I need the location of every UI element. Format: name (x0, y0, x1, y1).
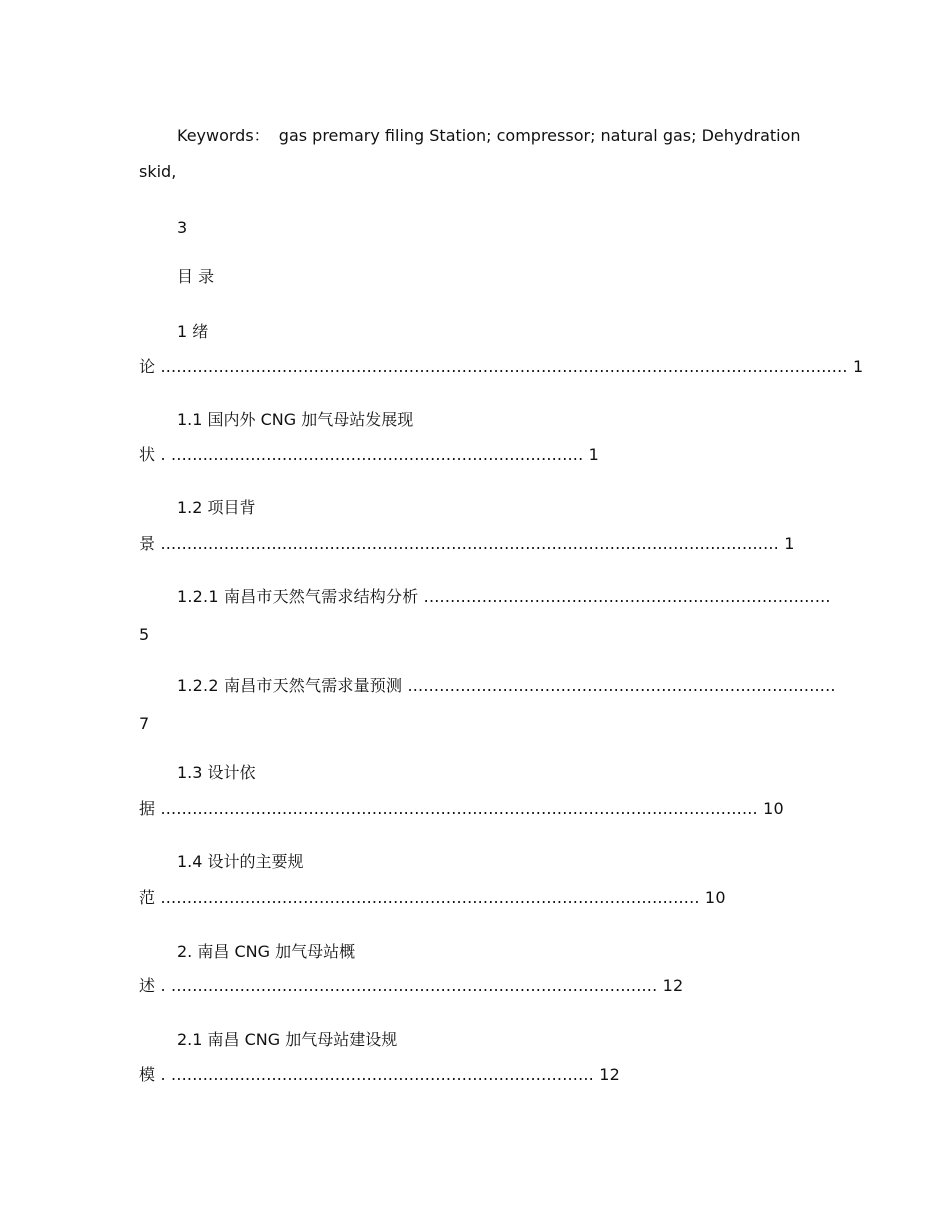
toc-entry-3-leader: 景 ..................................................................................................................... 1 (139, 534, 795, 553)
toc-entry-8-leader: 述 . ............................................................................................ 12 (139, 976, 684, 995)
toc-entry-8-title: 2. 南昌 CNG 加气母站概 (177, 942, 356, 961)
toc-entry-1-title: 1 绪 (177, 322, 209, 341)
page-number: 3 (177, 218, 188, 237)
toc-entry-3-title: 1.2 项目背 (177, 498, 256, 517)
keywords-text: gas premary filing Station; compressor; natural gas; Dehydration (278, 126, 801, 145)
toc-entry-5-title: 1.2.2 南昌市天然气需求量预测 ................................................................................. (177, 676, 836, 695)
toc-entry-7-title: 1.4 设计的主要规 (177, 852, 304, 871)
toc-entry-2-leader: 状 . .............................................................................. 1 (139, 445, 600, 464)
keywords-label: Keywords： (177, 126, 270, 145)
toc-entry-5-page: 7 (139, 714, 150, 733)
toc-entry-4-title: 1.2.1 南昌市天然气需求结构分析 ............................................................................. (177, 587, 831, 606)
toc-title: 目 录 (177, 267, 215, 286)
keywords-line-1 (177, 126, 801, 146)
toc-entry-7-leader: 范 ...................................................................................................... 10 (139, 888, 726, 907)
toc-entry-6-leader: 据 ................................................................................................................. 10 (139, 799, 784, 818)
toc-entry-9-leader: 模 . ................................................................................ 12 (139, 1065, 620, 1084)
toc-entry-9-title: 2.1 南昌 CNG 加气母站建设规 (177, 1030, 398, 1049)
toc-entry-4-page: 5 (139, 625, 150, 644)
toc-entry-2-title: 1.1 国内外 CNG 加气母站发展现 (177, 410, 414, 429)
keywords-line-2: skid, (139, 162, 177, 181)
toc-entry-1-leader: 论 .................................................................................................................................. 1 (139, 357, 864, 376)
toc-entry-6-title: 1.3 设计依 (177, 763, 256, 782)
